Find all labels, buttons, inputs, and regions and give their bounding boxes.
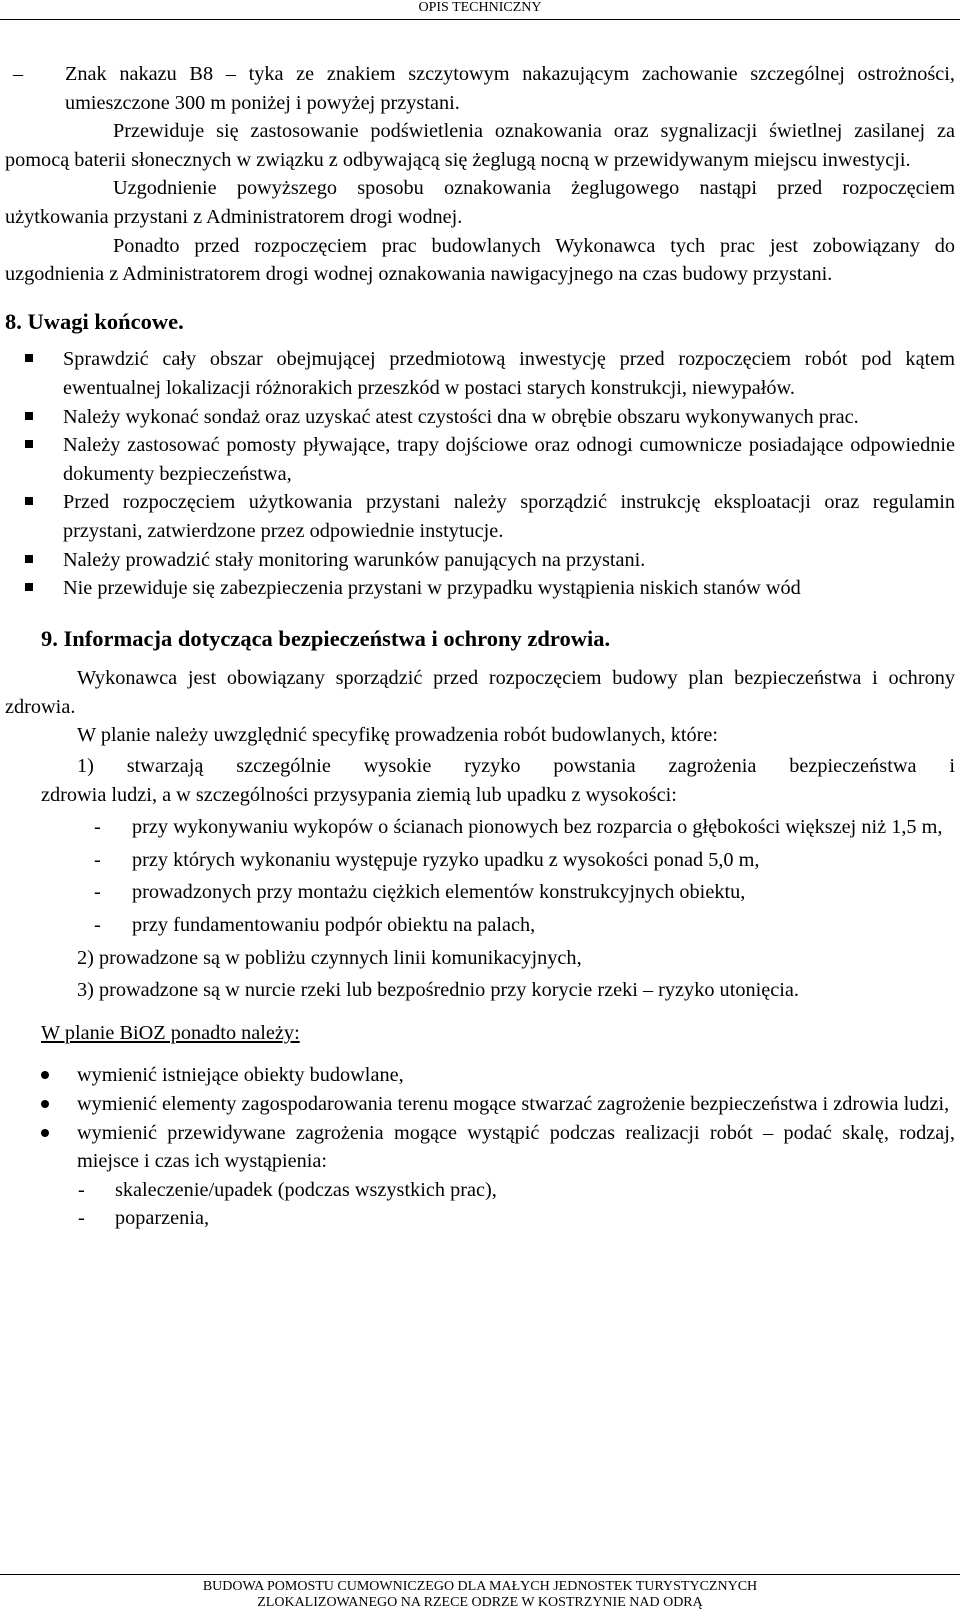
- hazard-item-text: skaleczenie/upadek (podczas wszystkich prac),: [115, 1178, 497, 1201]
- list-item-text: Należy prowadzić stały monitoring warunków panujących na przystani.: [63, 548, 646, 571]
- bullet-dot-icon: [41, 1129, 49, 1137]
- header-title: OPIS TECHNICZNY: [418, 0, 542, 15]
- list-item-text: Należy zastosować pomosty pływające, trapy dojściowe oraz odnogi cumownicze posiadające odpowiednie dokumenty bezpieczeństwa,: [63, 434, 955, 485]
- list-item-text: Należy wykonać sondaż oraz uzyskać atest czystości dna w obrębie obszaru wykonywanych prac.: [63, 405, 859, 428]
- point-1-lead: 1) stwarzają szczególnie wysokie ryzyko powstania zagrożenia bezpieczeństwa i: [77, 755, 955, 778]
- dash-marker: –: [13, 63, 24, 85]
- list-item: [5, 546, 955, 575]
- square-bullet-icon: [25, 412, 33, 420]
- hazard-item-text: poparzenia,: [115, 1207, 210, 1230]
- list-item-text: Sprawdzić cały obszar obejmującej przedmiotową inwestycję przed rozpoczęciem robót pod kątem ewentualnej lokalizacji różnorakich przeszkód w postaci starych konstrukcji, niewypałów.: [63, 348, 955, 399]
- dash-marker: -: [94, 914, 101, 937]
- sub-item-text: przy fundamentowaniu podpór obiektu na palach,: [132, 914, 536, 937]
- paragraph: Wykonawca jest obowiązany sporządzić przed rozpoczęciem budowy plan bezpieczeństwa i ochrony zdrowia.: [5, 667, 955, 718]
- bullet-item-text: wymienić przewidywane zagrożenia mogące wystąpić podczas realizacji robót – podać skalę, rodzaj, miejsce i czas ich wystąpienia:: [77, 1121, 955, 1173]
- hazard-item: [5, 1204, 955, 1233]
- list-item: [5, 574, 955, 603]
- sign-item: [5, 60, 955, 117]
- dash-marker: -: [78, 1207, 85, 1230]
- dash-marker: -: [94, 881, 101, 904]
- list-item: [5, 345, 955, 402]
- section-9-heading: 9. Informacja dotycząca bezpieczeństwa i ochrony zdrowia.: [41, 625, 611, 651]
- list-item: [5, 403, 955, 432]
- list-item-text: Przed rozpoczęciem użytkowania przystani należy sporządzić instrukcję eksploatacji oraz regulamin przystani, zatwierdzone przez odpowiednie instytucje.: [63, 491, 955, 542]
- sub-item: [5, 911, 955, 940]
- bullet-item: [5, 1119, 955, 1176]
- sub-item-text: prowadzonych przy montażu ciężkich elementów konstrukcyjnych obiektu,: [132, 881, 746, 904]
- dash-marker: -: [78, 1178, 85, 1201]
- hazard-item: [5, 1176, 955, 1205]
- square-bullet-icon: [25, 497, 33, 505]
- sub-item-text: przy których wykonaniu występuje ryzyko upadku z wysokości ponad 5,0 m,: [132, 848, 760, 871]
- bullet-item-text: wymienić elementy zagospodarowania terenu mogące stwarzać zagrożenie bezpieczeństwa i zdrowia ludzi,: [77, 1093, 950, 1115]
- bioz-heading: W planie BiOZ ponadto należy:: [41, 1021, 300, 1044]
- page-header: [0, 0, 960, 20]
- square-bullet-icon: [25, 583, 33, 591]
- bullet-item: [5, 1090, 955, 1119]
- point-1-cont: zdrowia ludzi, a w szczególności przysypania ziemią lub upadku z wysokości:: [41, 783, 677, 806]
- paragraph: Przewiduje się zastosowanie podświetlenia oznakowania oraz sygnalizacji świetlnej zasilanej za pomocą baterii słonecznych w związku z odbywającą się żeglugą nocną w przewidywanym miejscu inwestycji.: [5, 120, 955, 171]
- footer-line-2: ZLOKALIZOWANEGO NA RZECE ODRZE W KOSTRZYNIE NAD ODRĄ: [257, 1595, 703, 1610]
- section-8-heading: 8. Uwagi końcowe.: [5, 308, 184, 334]
- footer-line-1: BUDOWA POMOSTU CUMOWNICZEGO DLA MAŁYCH JEDNOSTEK TURYSTYCZNYCH: [202, 1579, 758, 1594]
- list-item: [5, 488, 955, 545]
- paragraph: Ponadto przed rozpoczęciem prac budowlanych Wykonawca tych prac jest zobowiązany do uzgodnienia z Administratorem drogi wodnej oznakowania nawigacyjnego na czas budowy przystani.: [5, 234, 955, 286]
- list-item: [5, 431, 955, 488]
- sub-item-text: przy wykonywaniu wykopów o ścianach pionowych bez rozparcia o głębokości większej niż 1,5 m,: [132, 816, 943, 839]
- paragraph: W planie należy uwzględnić specyfikę prowadzenia robót budowlanych, które:: [77, 724, 719, 747]
- bullet-item-text: wymienić istniejące obiekty budowlane,: [77, 1064, 404, 1087]
- dash-marker: -: [94, 816, 101, 839]
- square-bullet-icon: [25, 354, 33, 362]
- document-body: [5, 60, 955, 1233]
- point-3: 3) prowadzone są w nurcie rzeki lub bezpośrednio przy korycie rzeki – ryzyko utonięcia.: [77, 979, 799, 1002]
- bullet-dot-icon: [41, 1100, 49, 1108]
- square-bullet-icon: [25, 440, 33, 448]
- sign-item-text: Znak nakazu B8 – tyka ze znakiem szczytowym nakazującym zachowanie szczególnej ostrożności, umieszczone 300 m poniżej i powyżej przystani.: [65, 63, 955, 114]
- page-footer: [0, 1574, 960, 1611]
- list-item-text: Nie przewiduje się zabezpieczenia przystani w przypadku wystąpienia niskich stanów wód: [63, 577, 801, 600]
- paragraph: Uzgodnienie powyższego sposobu oznakowania żeglugowego nastąpi przed rozpoczęciem użytkowania przystani z Administratorem drogi wodnej.: [5, 177, 955, 228]
- bullet-dot-icon: [41, 1071, 49, 1079]
- dash-marker: -: [94, 848, 101, 871]
- sub-item: [5, 846, 955, 875]
- sub-item: [5, 878, 955, 907]
- bullet-item: [5, 1061, 955, 1090]
- sub-item: [5, 813, 955, 842]
- square-bullet-icon: [25, 555, 33, 563]
- point-2: 2) prowadzone są w pobliżu czynnych linii komunikacyjnych,: [77, 946, 582, 969]
